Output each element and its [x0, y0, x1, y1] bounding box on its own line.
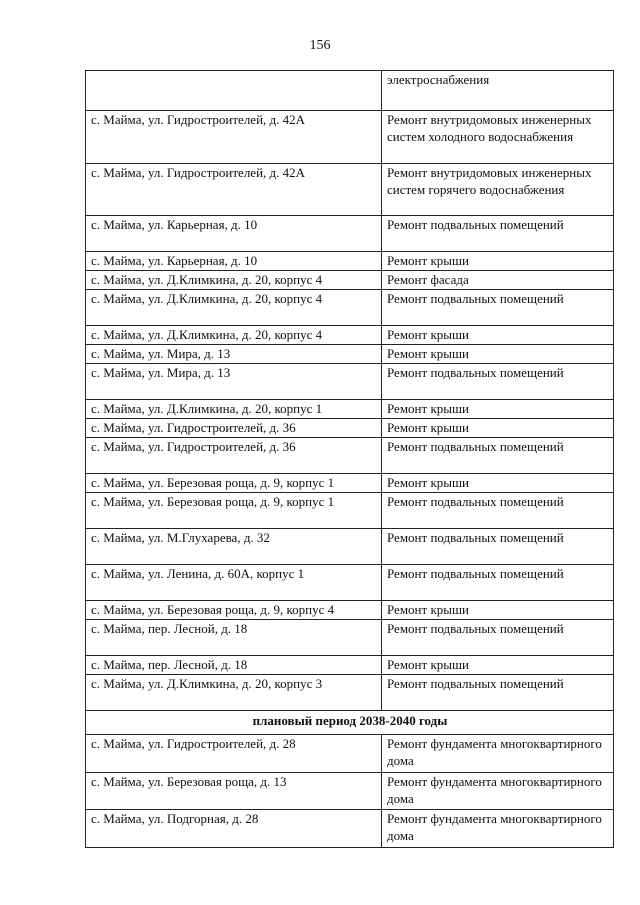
address-cell: с. Майма, ул. Гидростроителей, д. 28 [86, 735, 382, 773]
table-row [86, 400, 614, 419]
address-cell: с. Майма, ул. Д.Климкина, д. 20, корпус 4 [86, 271, 382, 290]
work-type-cell: электроснабжения [382, 71, 614, 111]
address-cell: с. Майма, ул. Д.Климкина, д. 20, корпус 1 [86, 400, 382, 419]
work-type-cell: Ремонт подвальных помещений [382, 216, 614, 252]
work-type-cell: Ремонт внутридомовых инженерных систем горячего водоснабжения [382, 164, 614, 216]
address-cell: с. Майма, ул. Мира, д. 13 [86, 345, 382, 364]
address-cell [86, 71, 382, 111]
table-row [86, 71, 614, 111]
table-row [86, 111, 614, 164]
address-cell: с. Майма, пер. Лесной, д. 18 [86, 620, 382, 656]
address-cell: с. Майма, ул. Гидростроителей, д. 36 [86, 438, 382, 474]
work-type-cell: Ремонт подвальных помещений [382, 438, 614, 474]
work-type-cell: Ремонт крыши [382, 326, 614, 345]
table-row [86, 290, 614, 326]
address-cell: с. Майма, ул. Карьерная, д. 10 [86, 216, 382, 252]
section-header-row [86, 711, 614, 735]
table-row [86, 345, 614, 364]
address-cell: с. Майма, ул. Д.Климкина, д. 20, корпус 4 [86, 290, 382, 326]
table-body [86, 71, 614, 848]
address-cell: с. Майма, ул. Березовая роща, д. 13 [86, 773, 382, 810]
work-type-cell: Ремонт подвальных помещений [382, 493, 614, 529]
table-row [86, 474, 614, 493]
work-type-cell: Ремонт крыши [382, 252, 614, 271]
table-row [86, 438, 614, 474]
work-type-cell: Ремонт фасада [382, 271, 614, 290]
table-row [86, 656, 614, 675]
table-row [86, 419, 614, 438]
address-cell: с. Майма, ул. Березовая роща, д. 9, корпус 1 [86, 474, 382, 493]
table-row [86, 216, 614, 252]
work-type-cell: Ремонт фундамента многоквартирного дома [382, 773, 614, 810]
work-type-cell: Ремонт крыши [382, 345, 614, 364]
table-row [86, 529, 614, 565]
table-row [86, 620, 614, 656]
address-cell: с. Майма, ул. Березовая роща, д. 9, корпус 1 [86, 493, 382, 529]
address-cell: с. Майма, ул. Ленина, д. 60А, корпус 1 [86, 565, 382, 601]
work-type-cell: Ремонт подвальных помещений [382, 675, 614, 711]
table-row [86, 773, 614, 810]
table-row [86, 364, 614, 400]
table-row [86, 271, 614, 290]
table-row [86, 565, 614, 601]
work-type-cell: Ремонт внутридомовых инженерных систем холодного водоснабжения [382, 111, 614, 164]
address-cell: с. Майма, ул. Гидростроителей, д. 42А [86, 111, 382, 164]
address-cell: с. Майма, ул. Карьерная, д. 10 [86, 252, 382, 271]
work-type-cell: Ремонт крыши [382, 400, 614, 419]
section-title: плановый период 2038-2040 годы [86, 711, 614, 735]
work-type-cell: Ремонт фундамента многоквартирного дома [382, 735, 614, 773]
work-type-cell: Ремонт крыши [382, 419, 614, 438]
table-row [86, 735, 614, 773]
work-type-cell: Ремонт фундамента многоквартирного дома [382, 810, 614, 848]
address-cell: с. Майма, ул. Мира, д. 13 [86, 364, 382, 400]
table-row [86, 675, 614, 711]
work-type-cell: Ремонт подвальных помещений [382, 529, 614, 565]
work-type-cell: Ремонт подвальных помещений [382, 364, 614, 400]
page-number: 156 [309, 38, 331, 53]
address-cell: с. Майма, ул. Березовая роща, д. 9, корпус 4 [86, 601, 382, 620]
work-type-cell: Ремонт крыши [382, 601, 614, 620]
work-type-cell: Ремонт подвальных помещений [382, 620, 614, 656]
address-cell: с. Майма, ул. М.Глухарева, д. 32 [86, 529, 382, 565]
address-cell: с. Майма, ул. Д.Климкина, д. 20, корпус 3 [86, 675, 382, 711]
repair-works-table [85, 70, 614, 848]
table-row [86, 601, 614, 620]
table-row [86, 252, 614, 271]
work-type-cell: Ремонт подвальных помещений [382, 290, 614, 326]
address-cell: с. Майма, пер. Лесной, д. 18 [86, 656, 382, 675]
table-row [86, 164, 614, 216]
address-cell: с. Майма, ул. Д.Климкина, д. 20, корпус 4 [86, 326, 382, 345]
work-type-cell: Ремонт крыши [382, 656, 614, 675]
work-type-cell: Ремонт подвальных помещений [382, 565, 614, 601]
table-row [86, 810, 614, 848]
address-cell: с. Майма, ул. Гидростроителей, д. 42А [86, 164, 382, 216]
table-row [86, 493, 614, 529]
work-type-cell: Ремонт крыши [382, 474, 614, 493]
address-cell: с. Майма, ул. Гидростроителей, д. 36 [86, 419, 382, 438]
table-row [86, 326, 614, 345]
address-cell: с. Майма, ул. Подгорная, д. 28 [86, 810, 382, 848]
